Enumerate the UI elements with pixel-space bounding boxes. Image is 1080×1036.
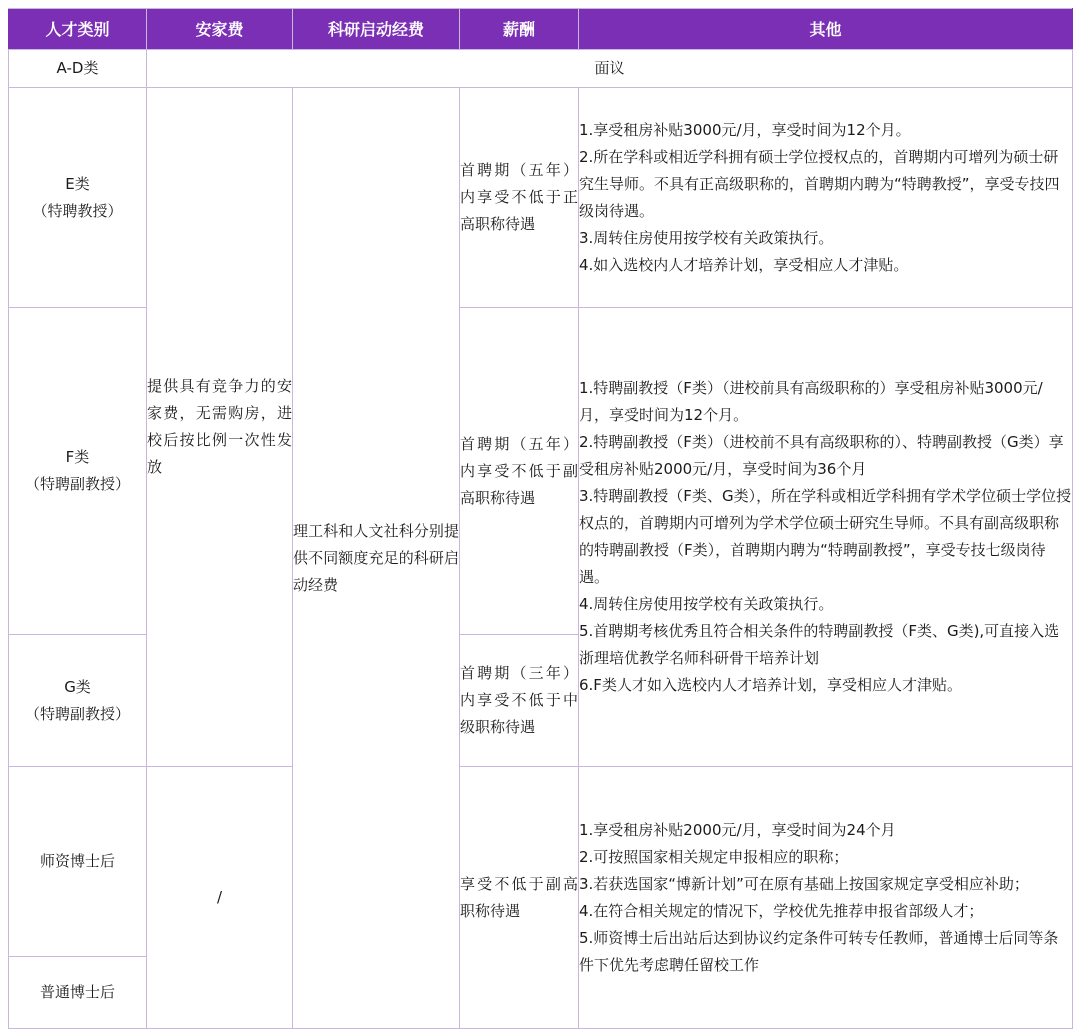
category-g-title: （特聘副教授）: [24, 704, 130, 723]
other-e-line: 3.周转住房使用按学校有关政策执行。: [579, 228, 834, 247]
header-research-fund: 科研启动经费: [293, 9, 460, 50]
category-e: [9, 88, 147, 308]
category-e-title: （特聘教授）: [32, 201, 123, 220]
category-e-name: E类: [65, 174, 90, 193]
category-g: [9, 635, 147, 767]
postdoc-other-line: 2.可按照国家相关规定申报相应的职称；: [579, 847, 849, 866]
research-fund: 理工科和人文社科分别提供不同额度充足的科研启动经费: [293, 88, 460, 1029]
salary-g: 首聘期（三年）内享受不低于中级职称待遇: [460, 635, 579, 767]
other-fg-line: 4.周转住房使用按学校有关政策执行。: [579, 595, 834, 613]
postdoc-salary: 享受不低于副高职称待遇: [460, 767, 579, 1029]
table-row-postdoc-faculty: [9, 767, 1073, 957]
category-postdoc-regular: 普通博士后: [9, 957, 147, 1029]
postdoc-other-line: 3.若获选国家“博新计划”可在原有基础上按国家规定享受相应补助；: [579, 874, 1029, 893]
header-salary: 薪酬: [460, 9, 579, 50]
category-ad: A-D类: [9, 50, 147, 88]
category-postdoc-faculty: 师资博士后: [9, 767, 147, 957]
table-row-ad: [9, 50, 1073, 88]
postdoc-other-line: 1.享受租房补贴2000元/月，享受时间为24个月: [579, 820, 896, 839]
postdoc-other: [579, 767, 1073, 1029]
other-fg-line: 1.特聘副教授（F类）（进校前具有高级职称的）享受租房补贴3000元/月，享受时间为12个月。: [579, 379, 1043, 424]
header-category: 人才类别: [9, 9, 147, 50]
other-e-line: 1.享受租房补贴3000元/月，享受时间为12个月。: [579, 120, 911, 139]
postdoc-other-line: 5.师资博士后出站后达到协议约定条件可转专任教师，普通博士后同等条件下优先考虑聘任留校工作: [579, 928, 1059, 974]
table-row-e: [9, 88, 1073, 308]
category-f: [9, 308, 147, 635]
category-f-title: （特聘副教授）: [24, 475, 130, 493]
other-e-line: 2.所在学科或相近学科拥有硕士学位授权点的，首聘期内可增列为硕士研究生导师。不具有正高级职称的，首聘期内聘为“特聘教授”，享受专技四级岗待遇。: [579, 147, 1060, 220]
header-settling-fee: 安家费: [147, 9, 293, 50]
ad-negotiable: 面议: [147, 50, 1073, 88]
other-fg: [579, 308, 1073, 767]
salary-f: 首聘期（五年）内享受不低于副高职称待遇: [460, 308, 579, 635]
talent-policy-table: [8, 8, 1073, 1029]
postdoc-other-line: 4.在符合相关规定的情况下，学校优先推荐申报省部级人才；: [579, 901, 984, 920]
efg-settling-fee: 提供具有竞争力的安家费，无需购房，进校后按比例一次性发放: [147, 88, 293, 767]
other-fg-line: 6.F类人才如入选校内人才培养计划，享受相应人才津贴。: [579, 676, 962, 694]
postdoc-settling-fee: /: [147, 767, 293, 1029]
header-other: 其他: [579, 9, 1073, 50]
salary-e: 首聘期（五年）内享受不低于正高职称待遇: [460, 88, 579, 308]
other-fg-line: 3.特聘副教授（F类、G类），所在学科或相近学科拥有学术学位硕士学位授权点的，首聘期内可增列为学术学位硕士研究生导师。不具有副高级职称的特聘副教授（F类），首聘期内聘为“特聘副教授”，享受专技七级岗待遇。: [579, 487, 1072, 586]
other-e-line: 4.如入选校内人才培养计划，享受相应人才津贴。: [579, 255, 909, 274]
category-f-name: F类: [65, 448, 90, 466]
other-fg-line: 2.特聘副教授（F类）（进校前不具有高级职称的）、特聘副教授（G类）享受租房补贴2000元/月，享受时间为36个月: [579, 433, 1064, 478]
category-g-name: G类: [64, 677, 91, 696]
table-header-row: [9, 9, 1073, 50]
other-fg-line: 5.首聘期考核优秀且符合相关条件的特聘副教授（F类、G类),可直接入选浙理培优教学名师科研骨干培养计划: [579, 622, 1060, 667]
other-e: [579, 88, 1073, 308]
